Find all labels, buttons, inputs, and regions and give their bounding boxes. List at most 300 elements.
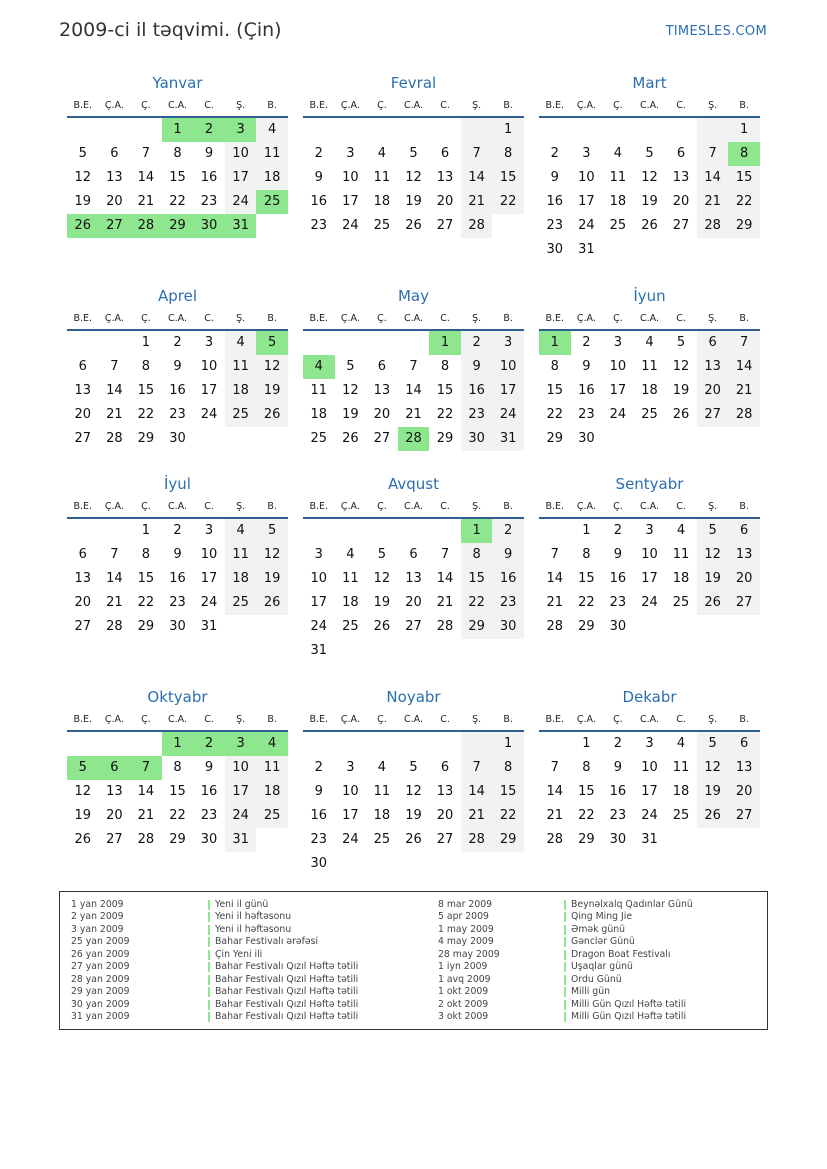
empty-day-cell	[99, 732, 131, 756]
day-cell: 1	[728, 118, 760, 142]
day-cell: 13	[436, 784, 454, 799]
day-cell: 13	[106, 784, 123, 799]
day-cell: 8	[582, 547, 591, 562]
day-cell: 2	[173, 335, 182, 350]
day-cell: 27	[728, 804, 760, 828]
day-cell: 14	[137, 170, 155, 185]
day-cell: 17	[225, 166, 257, 190]
day-cell: 3	[645, 523, 654, 538]
day-cell: 31	[225, 828, 257, 852]
empty-day-cell	[225, 615, 257, 639]
weekday-label: C.	[204, 501, 214, 512]
day-cell: 25	[256, 190, 288, 214]
empty-day-cell	[335, 118, 367, 142]
day-cell: 14	[137, 784, 155, 799]
day-cell: 18	[225, 567, 257, 591]
day-cell: 30	[609, 832, 627, 847]
day-cell: 21	[106, 595, 123, 610]
month-name: Noyabr	[386, 688, 441, 706]
day-cell: 23	[310, 832, 328, 847]
weekday-label: C.A.	[403, 501, 423, 512]
day-cell: 10	[342, 784, 359, 799]
day-cell: 3	[346, 146, 355, 161]
weekday-label: B.E.	[73, 100, 93, 111]
day-grid	[303, 519, 524, 663]
day-cell: 21	[137, 808, 155, 823]
day-cell: 26	[697, 804, 729, 828]
empty-day-cell	[461, 732, 493, 756]
day-cell: 30	[578, 431, 595, 446]
day-cell: 15	[461, 567, 493, 591]
day-cell: 9	[314, 170, 323, 185]
brand-link[interactable]: TIMESLES.COM	[665, 24, 767, 39]
day-cell: 27	[436, 218, 454, 233]
day-cell: 11	[256, 756, 288, 780]
day-cell: 26	[697, 591, 729, 615]
day-cell: 2	[314, 146, 323, 161]
empty-day-cell	[665, 828, 697, 852]
day-grid	[539, 331, 760, 451]
day-cell: 11	[225, 543, 257, 567]
legend-holiday-name: Qing Ming Jie	[564, 911, 693, 923]
day-cell: 22	[169, 808, 186, 823]
weekday-label: Ç.A.	[104, 313, 124, 324]
day-cell: 5	[409, 760, 418, 775]
day-cell: 29	[578, 619, 595, 634]
day-cell: 18	[310, 407, 328, 422]
day-cell: 25	[609, 218, 627, 233]
legend-date: 1 iyn 2009	[438, 961, 488, 973]
day-cell: 18	[373, 808, 391, 823]
day-cell: 6	[110, 146, 119, 161]
day-cell: 25	[310, 431, 328, 446]
day-cell: 5	[645, 146, 654, 161]
day-cell: 17	[342, 194, 359, 209]
day-cell: 12	[405, 784, 422, 799]
day-cell: 15	[492, 780, 524, 804]
empty-day-cell	[366, 852, 398, 876]
month-8	[539, 473, 760, 639]
empty-day-cell	[303, 519, 335, 543]
day-cell: 18	[256, 780, 288, 804]
legend-holiday-name: Çin Yeni ili	[208, 949, 358, 961]
day-cell: 6	[377, 359, 387, 374]
legend-holiday-name: Bahar Festivalı Qızıl Həftə tətili	[208, 999, 358, 1011]
day-cell: 30	[169, 431, 186, 446]
legend-holiday-name: Milli Gün Qızıl Həftə tətili	[564, 999, 693, 1011]
legend-holiday-name: Dragon Boat Festivalı	[564, 949, 693, 961]
day-cell: 16	[200, 784, 218, 799]
day-cell: 10	[342, 170, 359, 185]
weekday-label: B.	[503, 501, 513, 512]
weekday-label: Ç.A.	[576, 501, 596, 512]
empty-day-cell	[366, 331, 398, 355]
day-cell: 23	[169, 595, 186, 610]
day-cell: 22	[169, 194, 186, 209]
day-cell: 16	[578, 383, 595, 398]
day-cell: 8	[173, 146, 182, 161]
day-cell: 7	[130, 756, 162, 780]
day-grid	[539, 118, 760, 262]
day-cell: 3	[346, 760, 355, 775]
day-cell: 10	[609, 359, 627, 374]
day-cell: 1	[582, 736, 591, 751]
weekday-header	[67, 708, 288, 732]
day-cell: 25	[256, 804, 288, 828]
day-cell: 31	[641, 832, 658, 847]
day-cell: 14	[461, 780, 493, 804]
day-cell: 13	[728, 756, 760, 780]
day-cell: 17	[641, 784, 658, 799]
weekday-label: Ç.A.	[104, 100, 124, 111]
empty-day-cell	[366, 118, 398, 142]
day-cell: 28	[137, 832, 155, 847]
day-cell: 25	[225, 403, 257, 427]
weekday-label: C.A.	[639, 501, 659, 512]
months-grid	[67, 72, 760, 872]
day-cell: 11	[310, 383, 328, 398]
day-cell: 16	[609, 784, 627, 799]
legend-date: 26 yan 2009	[71, 948, 130, 960]
day-grid	[67, 519, 288, 639]
empty-day-cell	[335, 732, 367, 756]
day-cell: 6	[728, 519, 760, 543]
day-cell: 10	[225, 756, 257, 780]
weekday-label: C.A.	[639, 714, 659, 725]
weekday-header	[539, 495, 760, 519]
weekday-header	[303, 495, 524, 519]
day-cell: 15	[728, 166, 760, 190]
day-cell: 13	[672, 170, 690, 185]
day-cell: 31	[578, 242, 595, 257]
day-grid	[539, 732, 760, 852]
weekday-label: Ç.	[613, 714, 623, 725]
weekday-label: Ş.	[472, 501, 482, 512]
day-cell: 29	[436, 431, 454, 446]
day-cell: 27	[106, 832, 123, 847]
day-cell: 23	[609, 595, 627, 610]
day-cell: 28	[106, 431, 123, 446]
day-cell: 25	[373, 832, 391, 847]
day-cell: 21	[461, 804, 493, 828]
day-cell: 28	[461, 214, 493, 238]
day-cell: 16	[169, 571, 186, 586]
legend-date: 28 may 2009	[438, 948, 500, 960]
empty-day-cell	[256, 828, 288, 852]
weekday-label: C.	[204, 714, 214, 725]
legend-holiday-name: Beynəlxalq Qadınlar Günü	[564, 899, 693, 911]
empty-day-cell	[366, 519, 398, 543]
day-cell: 4	[613, 146, 623, 161]
weekday-header	[67, 94, 288, 118]
weekday-label: C.A.	[167, 313, 187, 324]
day-cell: 24	[225, 804, 257, 828]
day-cell: 13	[697, 355, 729, 379]
weekday-label: C.A.	[403, 100, 423, 111]
day-cell: 26	[74, 832, 92, 847]
empty-day-cell	[398, 331, 430, 355]
day-cell: 1	[141, 335, 151, 350]
day-cell: 16	[609, 571, 627, 586]
day-cell: 24	[641, 808, 658, 823]
legend-date: 28 yan 2009	[71, 973, 130, 985]
day-cell: 2	[582, 335, 591, 350]
empty-day-cell	[634, 427, 666, 451]
day-cell: 6	[440, 760, 450, 775]
weekday-label: Ş.	[472, 100, 482, 111]
day-cell: 31	[310, 643, 328, 658]
day-grid	[67, 732, 288, 852]
legend-holiday-name: Bahar Festivalı ərəfəsi	[208, 936, 358, 948]
day-cell: 12	[74, 784, 92, 799]
legend-holiday-name: Milli gün	[564, 986, 693, 998]
empty-day-cell	[303, 118, 335, 142]
day-cell: 18	[256, 166, 288, 190]
month-name: Avqust	[388, 475, 439, 493]
day-cell: 9	[204, 760, 214, 775]
empty-day-cell	[366, 732, 398, 756]
day-cell: 31	[492, 427, 524, 451]
day-grid	[67, 331, 288, 451]
day-cell: 16	[310, 194, 328, 209]
weekday-header	[303, 708, 524, 732]
empty-day-cell	[602, 118, 634, 142]
day-cell: 2	[193, 118, 225, 142]
weekday-label: B.E.	[545, 501, 565, 512]
day-cell: 17	[225, 780, 257, 804]
day-cell: 26	[641, 218, 658, 233]
weekday-label: Ç.	[377, 313, 387, 324]
month-name: İyul	[164, 475, 191, 493]
day-cell: 16	[169, 383, 186, 398]
day-cell: 20	[405, 595, 422, 610]
day-cell: 25	[672, 808, 690, 823]
day-cell: 7	[728, 331, 760, 355]
day-cell: 2	[314, 760, 323, 775]
day-cell: 21	[728, 379, 760, 403]
day-cell: 1	[539, 331, 571, 355]
day-cell: 11	[256, 142, 288, 166]
day-cell: 24	[342, 218, 359, 233]
empty-day-cell	[67, 331, 99, 355]
empty-day-cell	[398, 639, 430, 663]
empty-day-cell	[461, 852, 493, 876]
day-cell: 30	[193, 214, 225, 238]
day-cell: 26	[373, 619, 391, 634]
weekday-label: Ş.	[708, 714, 718, 725]
day-cell: 19	[74, 808, 92, 823]
day-cell: 12	[405, 170, 422, 185]
day-cell: 29	[169, 832, 186, 847]
day-cell: 20	[697, 379, 729, 403]
empty-day-cell	[398, 852, 430, 876]
empty-day-cell	[728, 828, 760, 852]
weekday-label: B.E.	[73, 714, 93, 725]
day-cell: 7	[141, 146, 151, 161]
day-cell: 14	[106, 571, 123, 586]
empty-day-cell	[303, 331, 335, 355]
day-cell: 5	[67, 756, 99, 780]
day-cell: 4	[645, 335, 654, 350]
day-cell: 16	[461, 379, 493, 403]
empty-day-cell	[665, 118, 697, 142]
day-cell: 14	[106, 383, 123, 398]
weekday-label: Ç.	[613, 313, 623, 324]
weekday-label: Ç.	[141, 501, 151, 512]
weekday-label: C.A.	[639, 313, 659, 324]
day-cell: 17	[310, 595, 328, 610]
weekday-label: Ç.A.	[576, 714, 596, 725]
holiday-legend	[59, 891, 768, 1030]
day-cell: 20	[728, 567, 760, 591]
day-cell: 4	[676, 736, 686, 751]
day-cell: 28	[728, 403, 760, 427]
empty-day-cell	[99, 331, 131, 355]
day-cell: 4	[256, 118, 288, 142]
day-cell: 2	[613, 736, 623, 751]
weekday-header	[67, 307, 288, 331]
weekday-label: Ç.	[377, 714, 387, 725]
legend-holiday-name: Uşaqlar günü	[564, 961, 693, 973]
legend-holiday-name: Yeni il həftəsonu	[208, 911, 358, 923]
day-cell: 15	[492, 166, 524, 190]
day-cell: 19	[373, 595, 391, 610]
empty-day-cell	[461, 639, 493, 663]
day-cell: 13	[74, 383, 92, 398]
weekday-header	[303, 307, 524, 331]
day-cell: 30	[169, 619, 186, 634]
weekday-label: B.	[739, 501, 749, 512]
day-cell: 12	[672, 359, 690, 374]
day-cell: 13	[728, 543, 760, 567]
empty-day-cell	[634, 118, 666, 142]
weekday-label: Ç.	[613, 100, 623, 111]
empty-day-cell	[571, 118, 603, 142]
empty-day-cell	[697, 828, 729, 852]
empty-day-cell	[492, 639, 524, 663]
weekday-label: C.	[440, 714, 450, 725]
empty-day-cell	[697, 238, 729, 262]
weekday-label: Ç.A.	[104, 714, 124, 725]
month-name: Aprel	[157, 287, 198, 305]
legend-holiday-name: Ordu Günü	[564, 974, 693, 986]
day-cell: 3	[613, 335, 623, 350]
day-cell: 18	[225, 379, 257, 403]
day-cell: 30	[492, 615, 524, 639]
day-cell: 12	[373, 571, 391, 586]
day-cell: 27	[74, 619, 92, 634]
weekday-label: B.	[503, 100, 513, 111]
day-cell: 1	[162, 118, 194, 142]
weekday-label: B.	[267, 501, 277, 512]
day-cell: 4	[225, 519, 257, 543]
weekday-label: Ş.	[472, 714, 482, 725]
day-cell: 9	[550, 170, 559, 185]
month-name: Fevral	[390, 74, 437, 92]
day-cell: 20	[74, 407, 92, 422]
day-cell: 4	[303, 355, 335, 379]
empty-day-cell	[728, 427, 760, 451]
day-cell: 25	[342, 619, 359, 634]
day-cell: 8	[582, 760, 591, 775]
empty-day-cell	[256, 427, 288, 451]
day-cell: 12	[697, 543, 729, 567]
day-cell: 17	[342, 808, 359, 823]
legend-date: 1 may 2009	[438, 923, 494, 935]
legend-date-column	[71, 899, 130, 1023]
day-cell: 20	[106, 194, 123, 209]
day-grid	[303, 331, 524, 451]
day-cell: 6	[676, 146, 686, 161]
day-cell: 28	[130, 214, 162, 238]
day-cell: 9	[613, 760, 623, 775]
legend-holiday-name: Bahar Festivalı Qızıl Həftə tətili	[208, 961, 358, 973]
day-cell: 7	[409, 359, 418, 374]
day-cell: 28	[546, 832, 564, 847]
legend-date: 25 yan 2009	[71, 936, 130, 948]
weekday-label: B.	[267, 313, 277, 324]
empty-day-cell	[634, 238, 666, 262]
day-cell: 19	[256, 379, 288, 403]
day-cell: 25	[672, 595, 690, 610]
day-cell: 4	[377, 760, 387, 775]
day-cell: 6	[440, 146, 450, 161]
day-cell: 23	[169, 407, 186, 422]
day-cell: 4	[346, 547, 355, 562]
day-cell: 1	[492, 118, 524, 142]
day-cell: 25	[225, 591, 257, 615]
weekday-label: C.	[676, 714, 686, 725]
day-cell: 19	[672, 383, 690, 398]
day-cell: 11	[672, 547, 690, 562]
day-cell: 10	[578, 170, 595, 185]
weekday-label: Ç.	[141, 313, 151, 324]
day-cell: 9	[613, 547, 623, 562]
day-cell: 21	[137, 194, 155, 209]
day-cell: 15	[169, 784, 186, 799]
day-cell: 11	[373, 170, 391, 185]
day-cell: 31	[225, 214, 257, 238]
day-cell: 20	[373, 407, 391, 422]
legend-date: 30 yan 2009	[71, 998, 130, 1010]
empty-day-cell	[366, 639, 398, 663]
weekday-label: C.A.	[403, 313, 423, 324]
month-name: May	[397, 287, 429, 305]
day-cell: 25	[373, 218, 391, 233]
legend-date: 3 okt 2009	[438, 1010, 489, 1022]
day-cell: 27	[74, 431, 92, 446]
weekday-label: Ş.	[236, 501, 246, 512]
weekday-label: Ş.	[708, 501, 718, 512]
day-cell: 26	[672, 407, 690, 422]
weekday-label: Ç.	[141, 100, 151, 111]
weekday-label: B.E.	[545, 100, 565, 111]
day-cell: 13	[74, 571, 92, 586]
month-2	[539, 72, 760, 262]
day-cell: 29	[461, 615, 493, 639]
day-cell: 27	[436, 832, 454, 847]
day-cell: 19	[697, 780, 729, 804]
empty-day-cell	[665, 238, 697, 262]
weekday-label: Ş.	[708, 100, 718, 111]
empty-day-cell	[665, 615, 697, 639]
day-cell: 29	[137, 619, 155, 634]
weekday-label: B.E.	[309, 100, 329, 111]
month-name: Yanvar	[152, 74, 203, 92]
day-cell: 26	[405, 218, 422, 233]
day-cell: 13	[373, 383, 391, 398]
empty-day-cell	[665, 427, 697, 451]
